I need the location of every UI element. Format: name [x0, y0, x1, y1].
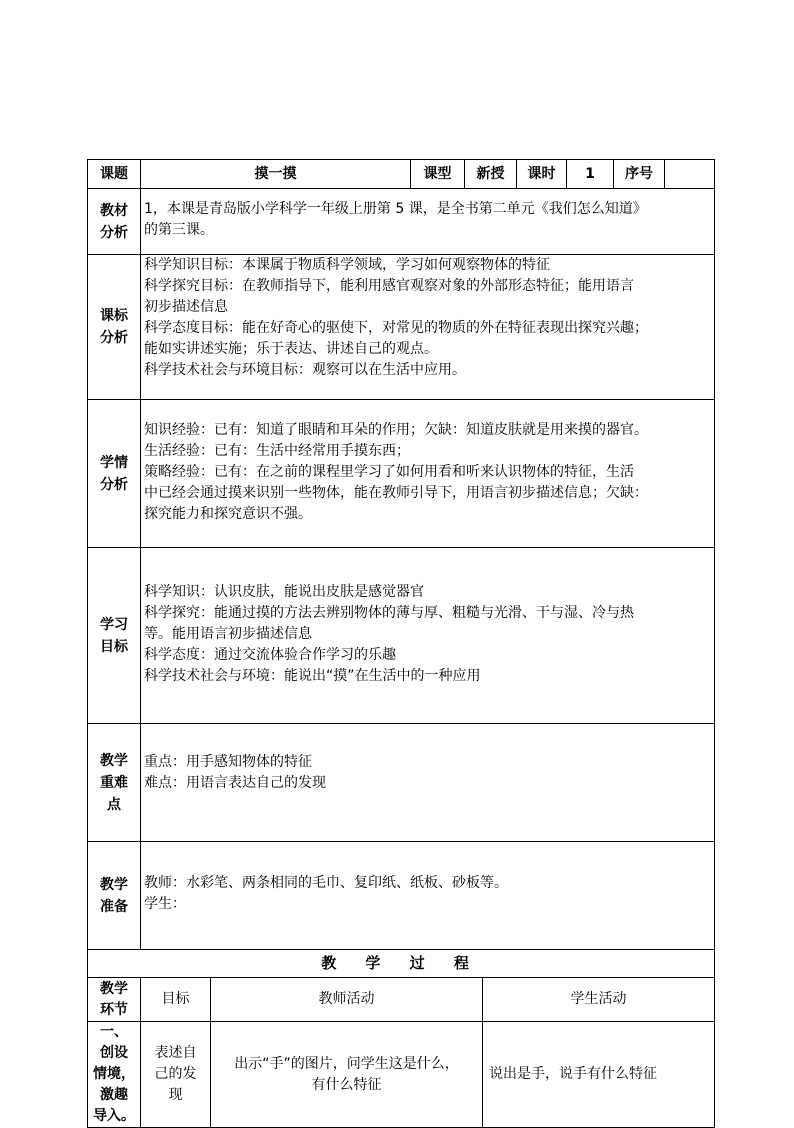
- header-row: [88, 160, 715, 189]
- seq-label: 序号: [614, 160, 665, 189]
- col-teacher-header: 教师活动: [211, 978, 483, 1022]
- row-content: 重点：用手感知物体的特征 难点：用语言表达自己的发现: [141, 724, 715, 842]
- row-content: 科学知识目标：本课属于物质科学领域，学习如何观察物体的特征 科学探究目标：在教师指导下，能利用感官观察对象的外部形态特征；能用语言 初步描述信息 科学态度目标：能在好奇心的驱使下，对常见的物质的外在特征表现出探究兴趣； 能如实讲述实施；乐于表达、讲述自己的观点。 科学技术社会与环境目标：观察可以在生活中应用。: [141, 255, 715, 400]
- row-content: 1，本课是青岛版小学科学一年级上册第 5 课，是全书第二单元《我们怎么知道》 的第三课。: [141, 189, 715, 255]
- row-content: 教师：水彩笔、两条相同的毛巾、复印纸、纸板、砂板等。 学生：: [141, 842, 715, 950]
- goal-cell: 表述自 己的发 现: [141, 1022, 211, 1128]
- period-label: 课时: [517, 160, 567, 189]
- row-label: 学习 目标: [88, 548, 141, 724]
- row-key-points: [88, 724, 715, 842]
- type-value: 新授: [465, 160, 517, 189]
- row-textbook-analysis: [88, 189, 715, 255]
- col-stage-header: 教学 环节: [88, 978, 141, 1022]
- row-preparation: [88, 842, 715, 950]
- seq-value: [665, 160, 715, 189]
- lesson-plan-sheet: [87, 159, 714, 1128]
- row-label: 教学 重难 点: [88, 724, 141, 842]
- process-header-row: [88, 978, 715, 1022]
- teacher-activity-cell: 出示“手”的图片，问学生这是什么， 有什么特征: [211, 1022, 483, 1128]
- row-learning-goals: [88, 548, 715, 724]
- row-label: 学情 分析: [88, 400, 141, 548]
- type-label: 课型: [411, 160, 465, 189]
- process-row: [88, 1022, 715, 1128]
- student-activity-cell: 说出是手，说手有什么特征: [483, 1022, 715, 1128]
- col-student-header: 学生活动: [483, 978, 715, 1022]
- process-table: [87, 949, 715, 1128]
- stage-cell: 一、 创设 情境， 激趣 导入。: [88, 1022, 141, 1128]
- row-label: 课标 分析: [88, 255, 141, 400]
- row-content: 科学知识：认识皮肤，能说出皮肤是感觉器官 科学探究：能通过摸的方法去辨别物体的薄与厚、粗糙与光滑、干与湿、冷与热 等。能用语言初步描述信息 科学态度：通过交流体验合作学习的乐趣 科学技术社会与环境：能说出“摸”在生活中的一种应用: [141, 548, 715, 724]
- row-label: 教学 准备: [88, 842, 141, 950]
- row-learner-analysis: [88, 400, 715, 548]
- col-goal-header: 目标: [141, 978, 211, 1022]
- row-standard-analysis: [88, 255, 715, 400]
- topic-value: 摸一摸: [141, 160, 411, 189]
- process-title: 教 学 过 程: [88, 950, 715, 978]
- row-label: 教材 分析: [88, 189, 141, 255]
- process-title-row: [88, 950, 715, 978]
- period-value: 1: [567, 160, 614, 189]
- row-content: 知识经验：已有：知道了眼睛和耳朵的作用；欠缺：知道皮肤就是用来摸的器官。 生活经验：已有：生活中经常用手摸东西； 策略经验：已有：在之前的课程里学习了如何用看和听来认识物体的特征，生活 中已经会通过摸来识别一些物体，能在教师引导下，用语言初步描述信息；欠缺： 探究能力和探究意识不强。: [141, 400, 715, 548]
- topic-label: 课题: [88, 160, 141, 189]
- lesson-plan-table: [87, 159, 715, 950]
